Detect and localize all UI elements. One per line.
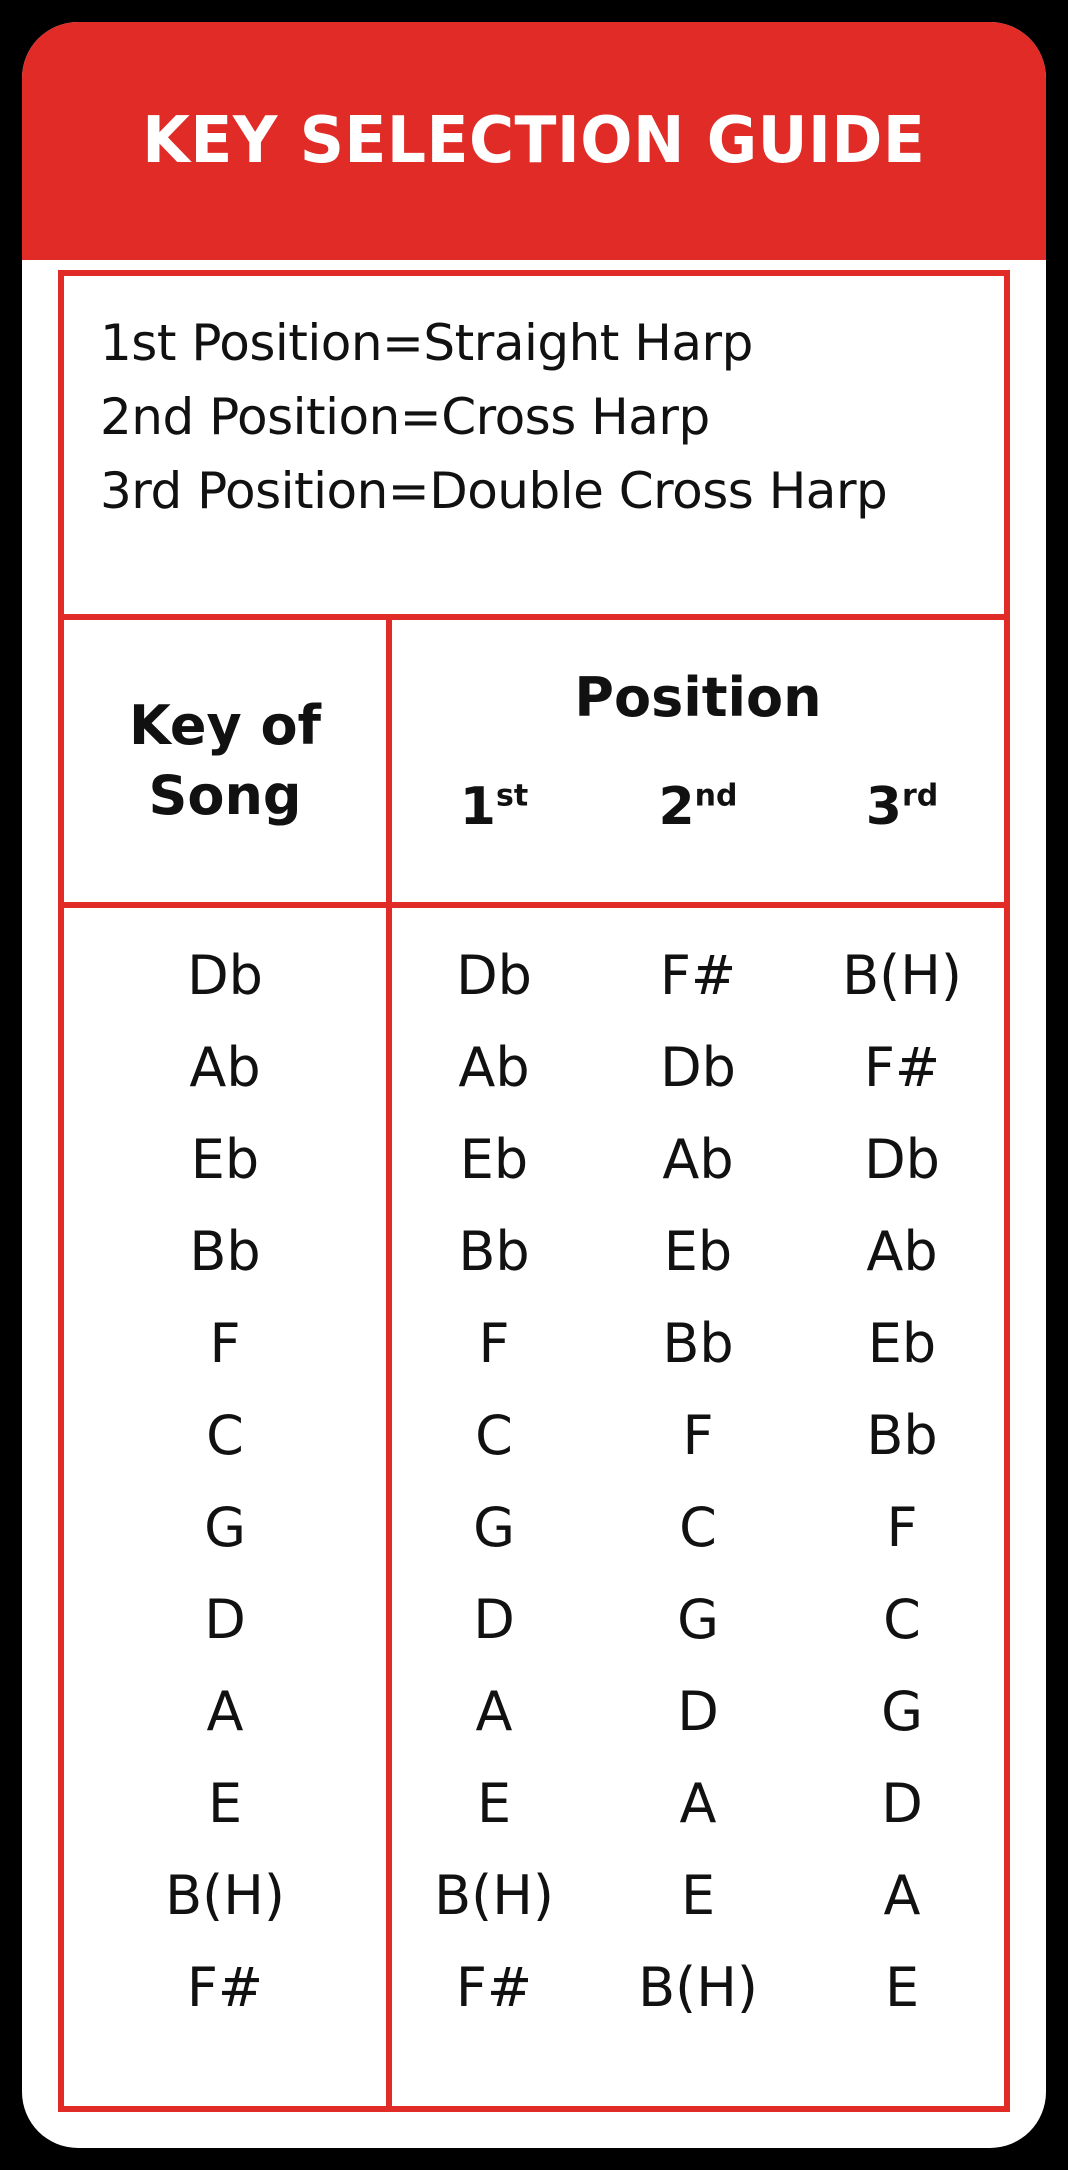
table-cell: Ab	[189, 1036, 261, 1099]
table-cell: G	[677, 1588, 719, 1651]
position-3-number: 3	[865, 776, 902, 837]
table-cell: F#	[186, 1956, 264, 2019]
key-position-table	[58, 620, 1010, 2112]
position-1-number: 1	[459, 776, 496, 837]
table-cell: B(H)	[638, 1956, 758, 2019]
position-2-number: 2	[658, 776, 695, 837]
column-header-position-1	[392, 777, 596, 853]
table-cell: A	[679, 1772, 717, 1835]
table-cell: F#	[455, 1956, 533, 2019]
table-cell: Bb	[458, 1220, 530, 1283]
column-position-1	[392, 908, 596, 2106]
table-body	[64, 908, 1004, 2106]
column-position-3	[800, 908, 1004, 2106]
position-3-ordinal: rd	[901, 778, 939, 814]
table-cell: Eb	[190, 1128, 260, 1191]
table-cell: Bb	[866, 1404, 938, 1467]
table-cell: E	[680, 1864, 716, 1927]
table-cell: B(H)	[434, 1864, 554, 1927]
table-cell: D	[473, 1588, 515, 1651]
table-cell: Bb	[662, 1312, 734, 1375]
table-cell: G	[881, 1680, 923, 1743]
table-cell: Eb	[663, 1220, 733, 1283]
column-header-position-group	[392, 620, 1004, 902]
table-cell: Bb	[189, 1220, 261, 1283]
key-of-song-line1: Key of	[128, 693, 322, 757]
columns-positions	[392, 908, 1004, 2106]
table-cell: A	[883, 1864, 921, 1927]
table-cell: Ab	[458, 1036, 530, 1099]
table-cell: D	[677, 1680, 719, 1743]
column-header-position-3	[800, 777, 1004, 853]
position-legend	[58, 270, 1010, 620]
position-subheaders	[392, 727, 1004, 902]
position-2-ordinal: nd	[694, 778, 738, 814]
table-cell: F	[209, 1312, 241, 1375]
position-1-ordinal: st	[495, 778, 529, 814]
table-cell: F	[682, 1404, 714, 1467]
table-cell: D	[204, 1588, 246, 1651]
table-cell: D	[881, 1772, 923, 1835]
column-position-2	[596, 908, 800, 2106]
legend-line-1: 1st Position=Straight Harp	[100, 314, 753, 372]
table-cell: B(H)	[165, 1864, 285, 1927]
table-cell: E	[207, 1772, 243, 1835]
table-cell: A	[475, 1680, 513, 1743]
table-cell: B(H)	[842, 944, 962, 1007]
column-key-of-song	[64, 908, 392, 2106]
key-selection-guide-card	[22, 22, 1046, 2148]
table-cell: C	[206, 1404, 244, 1467]
table-cell: E	[476, 1772, 512, 1835]
column-header-key-of-song	[64, 620, 392, 902]
page-title: KEY SELECTION GUIDE	[142, 104, 926, 178]
header-banner	[22, 22, 1046, 260]
table-header-row	[64, 620, 1004, 908]
table-cell: F	[886, 1496, 918, 1559]
legend-line-2: 2nd Position=Cross Harp	[100, 388, 710, 446]
column-header-position-2	[596, 777, 800, 853]
position-group-label: Position	[574, 666, 822, 729]
table-cell: C	[475, 1404, 513, 1467]
table-cell: E	[884, 1956, 920, 2019]
table-cell: Db	[660, 1036, 736, 1099]
table-cell: Ab	[662, 1128, 734, 1191]
legend-line-3: 3rd Position=Double Cross Harp	[100, 462, 888, 520]
table-cell: F#	[659, 944, 737, 1007]
key-of-song-line2: Song	[148, 764, 302, 827]
table-cell: Eb	[459, 1128, 529, 1191]
table-cell: Eb	[867, 1312, 937, 1375]
table-cell: Db	[456, 944, 532, 1007]
table-cell: F#	[863, 1036, 941, 1099]
table-cell: A	[206, 1680, 244, 1743]
table-cell: Db	[187, 944, 263, 1007]
table-cell: Db	[864, 1128, 940, 1191]
table-cell: G	[204, 1496, 246, 1559]
table-cell: Ab	[866, 1220, 938, 1283]
table-cell: G	[473, 1496, 515, 1559]
table-cell: C	[883, 1588, 921, 1651]
table-cell: F	[478, 1312, 510, 1375]
table-cell: C	[679, 1496, 717, 1559]
